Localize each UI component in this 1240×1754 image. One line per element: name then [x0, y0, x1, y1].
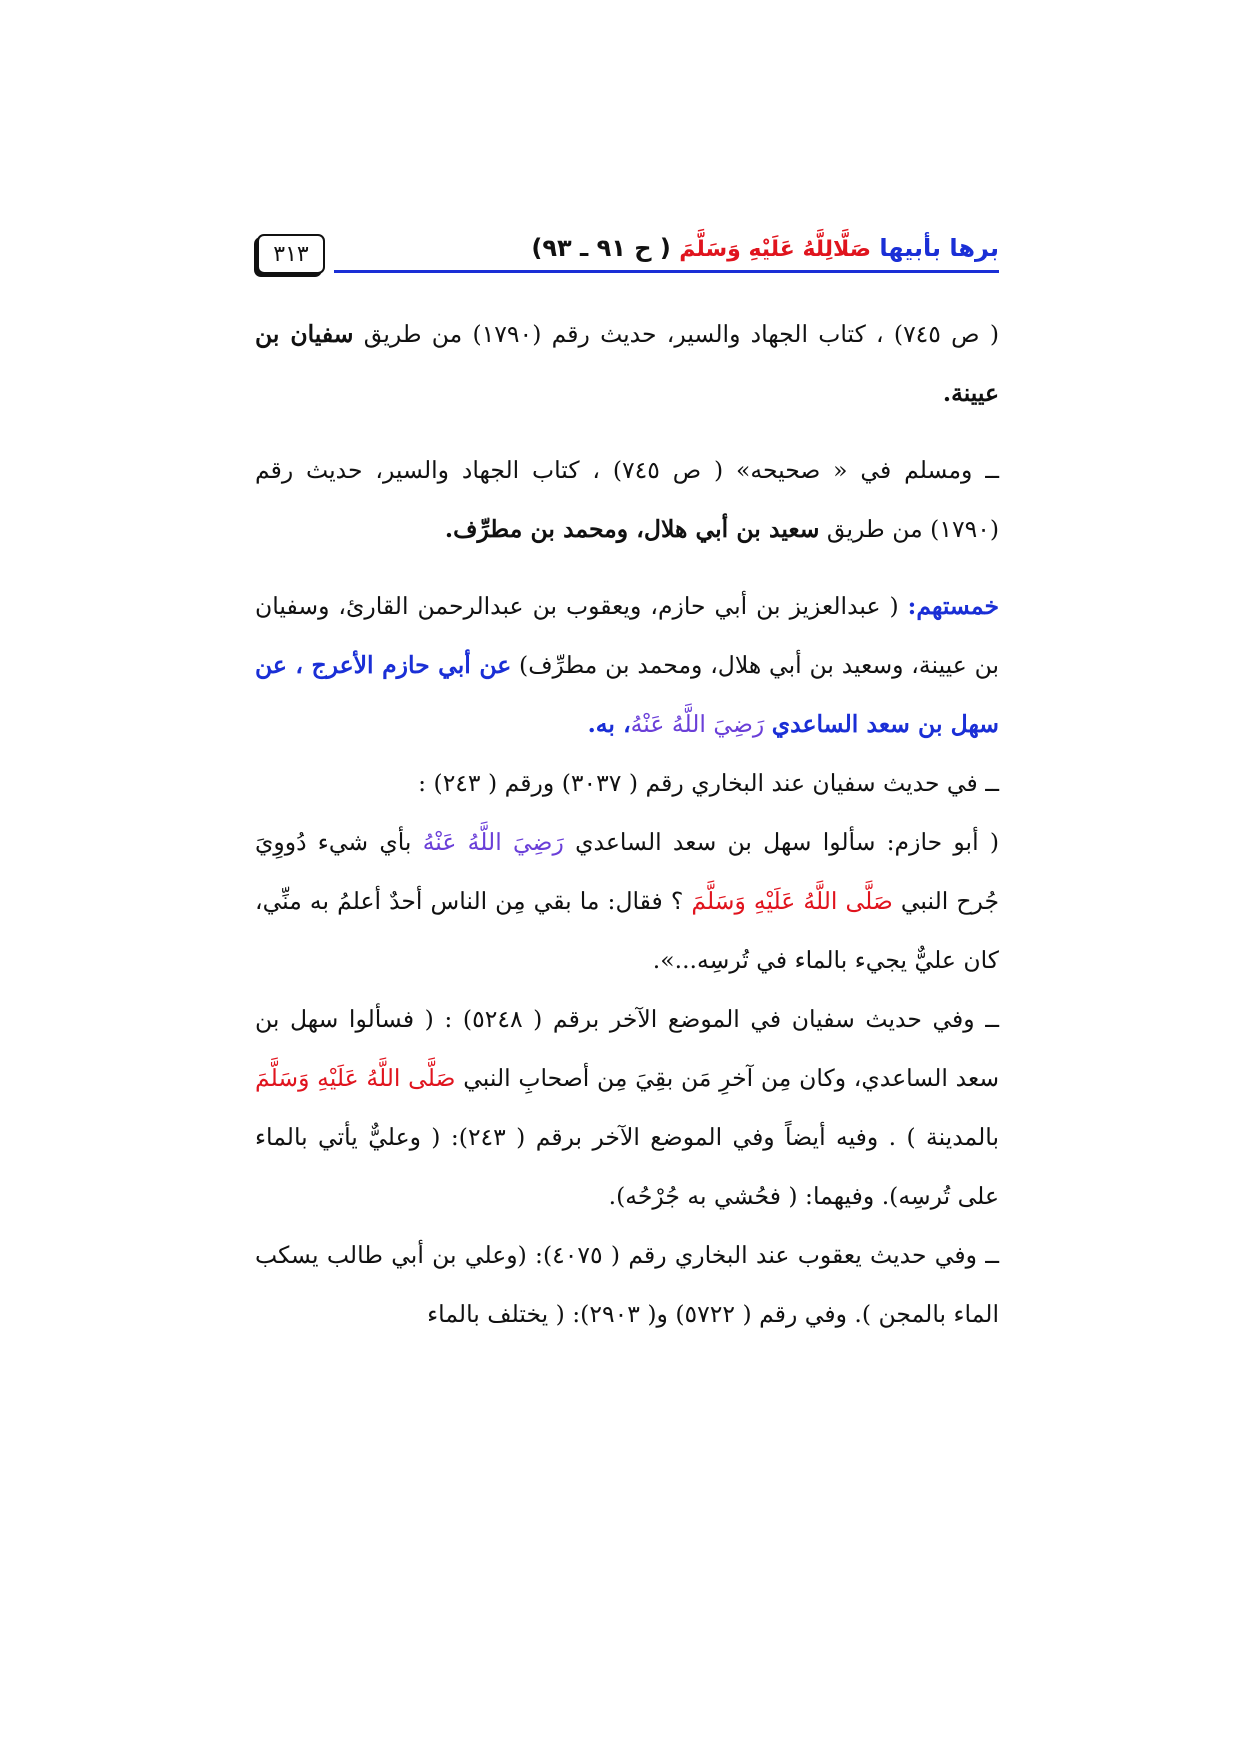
p1-narrator: سفيان بن عيينة.	[255, 320, 999, 407]
p4-part-a: ( أبو حازم: سألوا سهل بن سعد الساعدي	[563, 828, 999, 856]
header-title	[531, 234, 999, 262]
p4-part-b: بأي شيء دُووِيَ جُرح النبي	[255, 828, 999, 915]
p5-part-a: ــ وفي حديث سفيان في الموضع الآخر برقم ( ٥٢٤٨) : ( فسألوا سهل بن سعد الساعدي، وكان مِن آخرِ مَن بقِيَ مِن أصحابِ النبي	[255, 1005, 1000, 1092]
paragraph-5	[255, 990, 999, 1226]
p4-intro: ــ في حديث سفيان عند البخاري رقم ( ٣٠٣٧) ورقم ( ٢٤٣) :	[418, 769, 999, 797]
paragraph-2	[255, 441, 999, 559]
running-header	[255, 228, 999, 278]
p2-narrators: سعيد بن أبي هلال، ومحمد بن مطرِّف.	[444, 515, 820, 543]
header-rule	[334, 270, 999, 273]
p3-chain: عن أبي حازم الأعرج ، عن سهل بن سعد الساعدي	[255, 651, 999, 738]
paragraph-4	[255, 754, 999, 990]
p4-part-c: ؟ فقال: ما بقي مِن الناس أحدٌ أعلمُ به منِّي، كان عليٌّ يجيء بالماء في تُرسِه...».	[255, 887, 999, 974]
paragraph-6	[255, 1226, 999, 1344]
page-number: ٣١٣	[257, 234, 325, 274]
p6-text: ــ وفي حديث يعقوب عند البخاري رقم ( ٤٠٧٥): (وعلي بن أبي طالب يسكب الماء بالمجن ). وفي رقم ( ٥٧٢٢) و( ٢٩٠٣): ( يختلف بالماء	[255, 1241, 999, 1328]
book-title: برها بأبيها	[879, 234, 999, 262]
salutation-glyph: صَلَّالِلَّهُ عَلَيْهِ وَسَلَّمَ	[679, 237, 871, 262]
p5-part-b: بالمدينة ) . وفيه أيضاً وفي الموضع الآخر برقم ( ٢٤٣): ( وعليٌّ يأتي بالماء على تُرسِه). وفيهما: ( فحُشي به جُرْحُه).	[255, 1123, 999, 1210]
p4-salutation: صَلَّى اللَّهُ عَلَيْهِ وَسَلَّمَ	[691, 887, 893, 915]
hadith-range: ( ح ٩١ ـ ٩٣)	[531, 234, 671, 262]
p3-suffix: ، به.	[587, 710, 631, 738]
paragraph-3	[255, 577, 999, 754]
page-body	[255, 305, 999, 1344]
p3-label: خمستهم:	[907, 592, 999, 620]
p3-text: ( عبدالعزيز بن أبي حازم، ويعقوب بن عبدالرحمن القارئ، وسفيان بن عيينة، وسعيد بن أبي هلال، ومحمد بن مطرِّف)	[255, 592, 999, 679]
p2-text: ــ ومسلم في « صحيحه» ( ص ٧٤٥) ، كتاب الجهاد والسير، حديث رقم (١٧٩٠) من طريق	[255, 456, 999, 543]
p5-salutation: صَلَّى اللَّهُ عَلَيْهِ وَسَلَّمَ	[255, 1064, 456, 1092]
p4-honorific: رَضِيَ اللَّهُ عَنْهُ	[422, 828, 564, 856]
paragraph-1	[255, 305, 999, 423]
p1-text: ( ص ٧٤٥) ، كتاب الجهاد والسير، حديث رقم (١٧٩٠) من طريق	[353, 320, 1000, 348]
p3-honorific: رَضِيَ اللَّهُ عَنْهُ	[630, 710, 765, 738]
